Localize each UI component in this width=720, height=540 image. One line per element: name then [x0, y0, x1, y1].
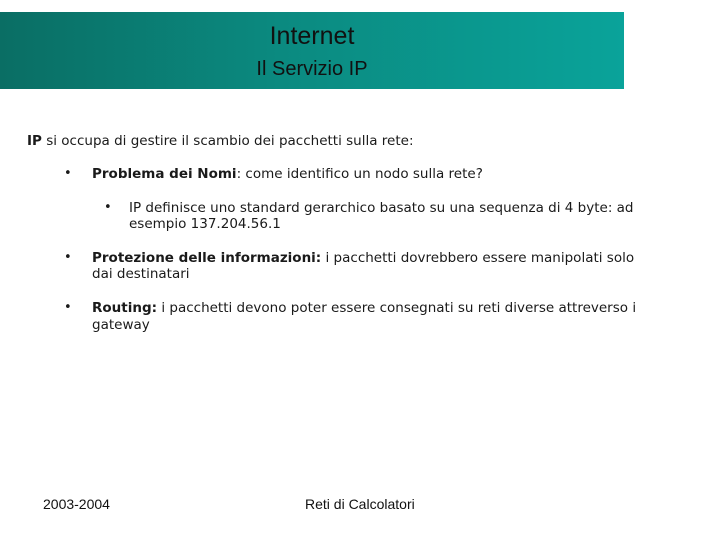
- bullet-protection-line-2: dai destinatari: [92, 266, 190, 282]
- bullet-routing-text: i pacchetti devono poter essere consegnati su reti diverse attreverso i: [157, 300, 637, 316]
- bullet-routing: [92, 300, 636, 317]
- bullet-protection-bold: Protezione delle informazioni:: [92, 250, 322, 266]
- intro-line: [27, 133, 414, 150]
- sub-bullet-marker: •: [104, 200, 112, 215]
- footer-year: 2003-2004: [43, 496, 110, 512]
- bullet-routing-bold: Routing:: [92, 300, 158, 316]
- bullet-names-bold: Problema dei Nomi: [92, 166, 237, 182]
- intro-bold: IP: [27, 133, 42, 149]
- slide-subtitle: Il Servizio IP: [256, 58, 368, 80]
- bullet-marker: •: [64, 300, 72, 315]
- bullet-marker: •: [64, 166, 72, 181]
- slide-title: Internet: [269, 22, 355, 50]
- bullet-protection: [92, 250, 634, 267]
- bullet-marker: •: [64, 250, 72, 265]
- bullet-names-text: : come identifico un nodo sulla rete?: [236, 166, 483, 182]
- sub-bullet-line-1: IP definisce uno standard gerarchico basato su una sequenza di 4 byte: ad: [129, 200, 634, 216]
- sub-bullet-line-2: esempio 137.204.56.1: [129, 216, 281, 232]
- bullet-routing-line-2: gateway: [92, 317, 150, 333]
- bullet-protection-text: i pacchetti dovrebbero essere manipolati solo: [321, 250, 635, 266]
- footer-course: Reti di Calcolatori: [305, 496, 415, 512]
- bullet-names: [92, 166, 483, 183]
- intro-text: si occupa di gestire il scambio dei pacchetti sulla rete:: [41, 133, 414, 149]
